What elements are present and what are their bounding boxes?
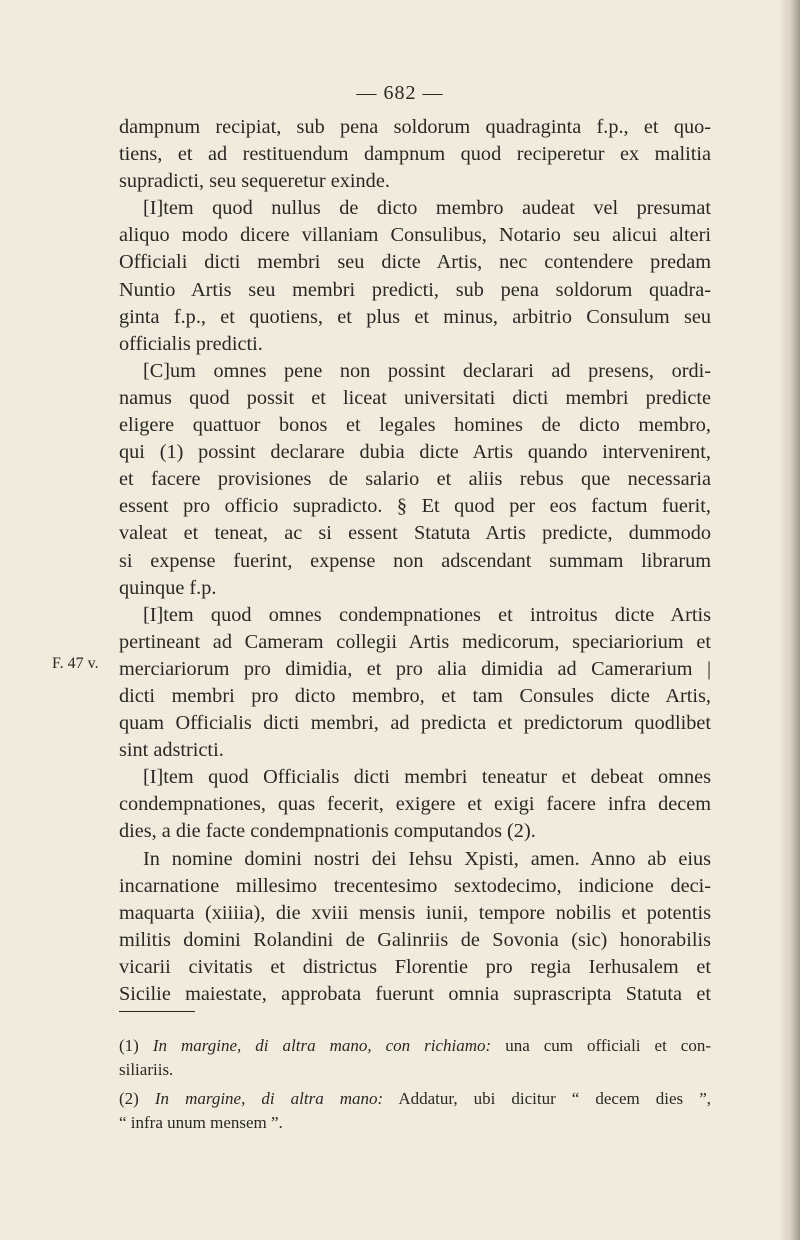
footnote-text: “ infra unum mensem ”. bbox=[119, 1112, 283, 1132]
footnote-line bbox=[119, 1034, 711, 1058]
text-line: dampnum recipiat, sub pena soldorum quadraginta f.p., et quo- bbox=[119, 116, 711, 138]
footnote-text: una cum officiali et con- bbox=[505, 1036, 712, 1055]
text-line: [I]tem quod omnes condempnationes et introitus dicte Artis bbox=[143, 603, 711, 626]
footnote-line bbox=[119, 1111, 711, 1135]
text-line: aliquo modo dicere villaniam Consulibus, Notario seu alicui alteri bbox=[119, 224, 711, 247]
text-line: dicti membri pro dicto membro, et tam Consules dicte Artis, bbox=[119, 684, 711, 707]
footnote-marker: (1) bbox=[119, 1036, 139, 1055]
footnote-marker: (2) bbox=[119, 1089, 139, 1108]
text-line: valeat et teneat, ac si essent Statuta Artis predicte, dummodo bbox=[119, 522, 711, 545]
text-line: [I]tem quod nullus de dicto membro audeat vel presumat bbox=[143, 197, 711, 220]
text-line: pertineant ad Cameram collegii Artis medicorum, speciariorium et bbox=[119, 630, 711, 653]
text-line: qui (1) possint declarare dubia dicte Artis quando intervenirent, bbox=[119, 441, 711, 464]
text-line: tiens, et ad restituendum dampnum quod reciperetur ex malitia bbox=[119, 143, 711, 166]
text-line: condempnationes, quas fecerit, exigere et exigi facere infra decem bbox=[119, 793, 711, 816]
text-line: militis domini Rolandini de Galinriis de Sovonia (sic) honorabilis bbox=[119, 928, 711, 951]
text-line: [I]tem quod Officialis dicti membri teneatur et debeat omnes bbox=[143, 766, 711, 789]
text-line: sint adstricti. bbox=[119, 739, 224, 762]
text-line: ginta f.p., et quotiens, et plus et minus, arbitrio Consulum seu bbox=[119, 305, 711, 328]
footnote-editorial-note: In margine, di altra mano: bbox=[154, 1089, 384, 1108]
text-line: eligere quattuor bonos et legales homines de dicto membro, bbox=[119, 414, 711, 437]
text-line: si expense fuerint, expense non adscendant summam librarum bbox=[119, 549, 711, 572]
footnotes bbox=[119, 1034, 711, 1134]
footnote-editorial-note: In margine, di altra mano, con richiamo: bbox=[152, 1036, 492, 1055]
text-line: Nuntio Artis seu membri predicti, sub pena soldorum quadra- bbox=[119, 278, 711, 301]
body-text bbox=[119, 114, 711, 1008]
text-line: officialis predicti. bbox=[119, 332, 263, 355]
text-line: Sicilie maiestate, approbata fuerunt omnia suprascripta Statuta et bbox=[119, 983, 711, 1005]
text-line: supradicti, seu sequeretur exinde. bbox=[119, 170, 390, 193]
footnote-rule bbox=[119, 1011, 195, 1012]
text-line: merciariorum pro dimidia, et pro alia dimidia ad Camerarium | bbox=[119, 657, 711, 680]
footnote-line bbox=[119, 1087, 711, 1111]
page-number: — 682 — bbox=[356, 82, 444, 104]
margin-note-folio: F. 47 v. bbox=[52, 655, 99, 672]
footnote-text: Addatur, ubi dicitur “ decem dies ”, bbox=[398, 1089, 712, 1108]
text-line: et facere provisiones de salario et aliis rebus que necessaria bbox=[119, 468, 711, 491]
text-line: essent pro officio supradicto. § Et quod per eos factum fuerit, bbox=[119, 495, 711, 518]
text-line: Officiali dicti membri seu dicte Artis, nec contendere predam bbox=[119, 251, 711, 274]
page-edge-shadow bbox=[778, 0, 800, 1240]
text-line: In nomine domini nostri dei Iehsu Xpisti, amen. Anno ab eius bbox=[143, 847, 711, 870]
text-line: quam Officialis dicti membri, ad predicta et predictorum quodlibet bbox=[119, 712, 711, 735]
text-line: dies, a die facte condempnationis computandos (2). bbox=[119, 820, 536, 843]
text-line: maquarta (xiiiia), die xviii mensis iunii, tempore nobilis et potentis bbox=[119, 901, 711, 924]
text-line: [C]um omnes pene non possint declarari ad presens, ordi- bbox=[143, 359, 711, 382]
footnote-text: siliariis. bbox=[119, 1059, 174, 1079]
text-line: incarnatione millesimo trecentesimo sextodecimo, indicione deci- bbox=[119, 874, 711, 897]
text-line: vicarii civitatis et districtus Florentie pro regia Ierhusalem et bbox=[119, 955, 711, 978]
text-line: quinque f.p. bbox=[119, 576, 217, 599]
text-line: namus quod possit et liceat universitati dicti membri predicte bbox=[119, 386, 711, 409]
footnote-line bbox=[119, 1058, 711, 1082]
